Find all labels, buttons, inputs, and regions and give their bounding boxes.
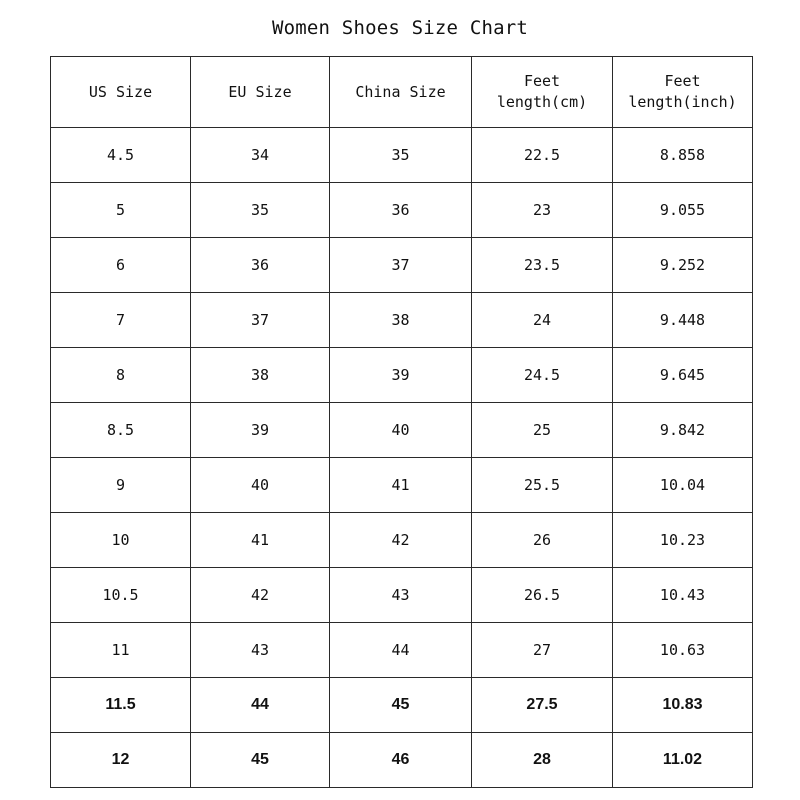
feet-length-cm-cell: 27 [472,623,613,678]
feet-length-cm-cell: 24.5 [472,348,613,403]
feet-length-inch-cell: 9.448 [613,293,753,348]
header-feet-length-cm: Feet length(cm) [472,57,613,128]
feet-length-inch-cell: 10.04 [613,458,753,513]
feet-length-cm-cell: 27.5 [472,678,613,733]
table-row [51,623,753,678]
china-size-cell: 45 [330,678,472,733]
feet-length-cm-cell: 26.5 [472,568,613,623]
header-feet-length-inch: Feet length(inch) [613,57,753,128]
feet-length-inch-cell: 10.83 [613,678,753,733]
table-row [51,238,753,293]
header-us-size: US Size [51,57,191,128]
eu-size-cell: 40 [191,458,330,513]
china-size-cell: 40 [330,403,472,458]
feet-length-cm-cell: 28 [472,733,613,788]
feet-length-inch-cell: 9.252 [613,238,753,293]
china-size-cell: 35 [330,128,472,183]
table-row [51,348,753,403]
feet-length-cm-cell: 24 [472,293,613,348]
table-row [51,293,753,348]
us-size-cell: 11 [51,623,191,678]
eu-size-cell: 39 [191,403,330,458]
us-size-cell: 11.5 [51,678,191,733]
china-size-cell: 36 [330,183,472,238]
us-size-cell: 10 [51,513,191,568]
china-size-cell: 37 [330,238,472,293]
size-chart-table [50,56,753,788]
china-size-cell: 38 [330,293,472,348]
eu-size-cell: 45 [191,733,330,788]
us-size-cell: 6 [51,238,191,293]
eu-size-cell: 35 [191,183,330,238]
china-size-cell: 44 [330,623,472,678]
table-row [51,513,753,568]
feet-length-inch-cell: 9.842 [613,403,753,458]
eu-size-cell: 44 [191,678,330,733]
feet-length-cm-cell: 23.5 [472,238,613,293]
china-size-cell: 41 [330,458,472,513]
us-size-cell: 7 [51,293,191,348]
us-size-cell: 4.5 [51,128,191,183]
us-size-cell: 8.5 [51,403,191,458]
feet-length-cm-cell: 23 [472,183,613,238]
table-row [51,733,753,788]
table-row [51,568,753,623]
eu-size-cell: 34 [191,128,330,183]
chart-title: Women Shoes Size Chart [271,17,529,39]
eu-size-cell: 42 [191,568,330,623]
eu-size-cell: 36 [191,238,330,293]
feet-length-inch-cell: 10.43 [613,568,753,623]
us-size-cell: 10.5 [51,568,191,623]
feet-length-inch-cell: 9.055 [613,183,753,238]
china-size-cell: 46 [330,733,472,788]
china-size-cell: 39 [330,348,472,403]
china-size-cell: 42 [330,513,472,568]
china-size-cell: 43 [330,568,472,623]
table-row [51,403,753,458]
us-size-cell: 5 [51,183,191,238]
eu-size-cell: 37 [191,293,330,348]
feet-length-inch-cell: 11.02 [613,733,753,788]
table-row [51,128,753,183]
feet-length-inch-cell: 9.645 [613,348,753,403]
table-row [51,183,753,238]
feet-length-inch-cell: 10.63 [613,623,753,678]
us-size-cell: 12 [51,733,191,788]
feet-length-cm-cell: 25 [472,403,613,458]
feet-length-cm-cell: 26 [472,513,613,568]
table-row [51,678,753,733]
header-china-size: China Size [330,57,472,128]
header-row [51,57,753,128]
eu-size-cell: 41 [191,513,330,568]
feet-length-inch-cell: 10.23 [613,513,753,568]
eu-size-cell: 43 [191,623,330,678]
us-size-cell: 9 [51,458,191,513]
eu-size-cell: 38 [191,348,330,403]
feet-length-cm-cell: 25.5 [472,458,613,513]
header-eu-size: EU Size [191,57,330,128]
feet-length-cm-cell: 22.5 [472,128,613,183]
table-row [51,458,753,513]
us-size-cell: 8 [51,348,191,403]
feet-length-inch-cell: 8.858 [613,128,753,183]
